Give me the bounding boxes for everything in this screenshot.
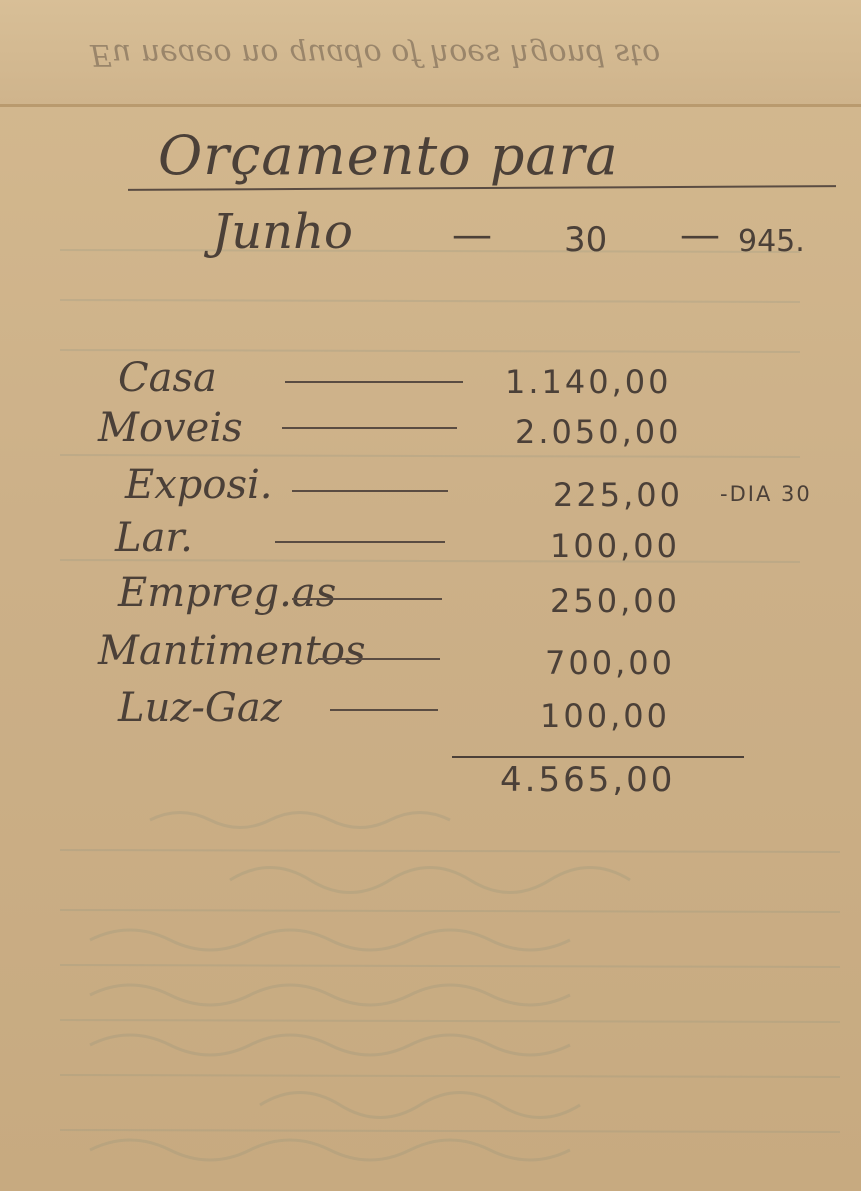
leader-line [282,427,457,429]
total-rule [452,756,744,758]
budget-item-label: Moveis [98,405,243,451]
budget-item-amount: 1.140,00 [505,363,672,401]
budget-item-amount: 250,00 [550,582,680,620]
leader-line [292,490,448,492]
budget-item-label: Casa [118,355,217,401]
budget-item-label: Mantimentos [98,628,366,674]
leader-line [285,381,463,383]
budget-item-label: Empreg.as [118,570,337,616]
budget-row [0,405,861,465]
budget-row [0,628,861,688]
budget-total: 4.565,00 [500,760,676,800]
budget-row [0,685,861,745]
date-day: 30 [564,220,608,260]
budget-item-label: Exposi. [125,462,273,508]
budget-item-label: Lar. [115,515,193,561]
budget-item-amount: 225,00 [553,476,683,514]
budget-item-note: -DIA 30 [720,482,812,506]
date-month: Junho [212,204,353,260]
budget-row [0,462,861,522]
bleed-through-text: Eu neaeo no quado of hoes hgond sto [90,37,661,72]
previous-page-strip [0,0,861,107]
leader-line [330,709,438,711]
budget-row [0,515,861,575]
date-separator: — [680,212,720,258]
leader-line [318,658,440,660]
leader-line [292,598,442,600]
budget-row [0,570,861,630]
budget-item-amount: 2.050,00 [515,413,682,451]
budget-item-label: Luz-Gaz [118,685,282,731]
budget-item-amount: 100,00 [540,697,670,735]
date-separator: — [452,212,492,258]
leader-line [275,541,445,543]
budget-item-amount: 100,00 [550,527,680,565]
budget-item-amount: 700,00 [545,644,675,682]
date-year: 945. [738,224,805,259]
page-title: Orçamento para [158,124,619,187]
